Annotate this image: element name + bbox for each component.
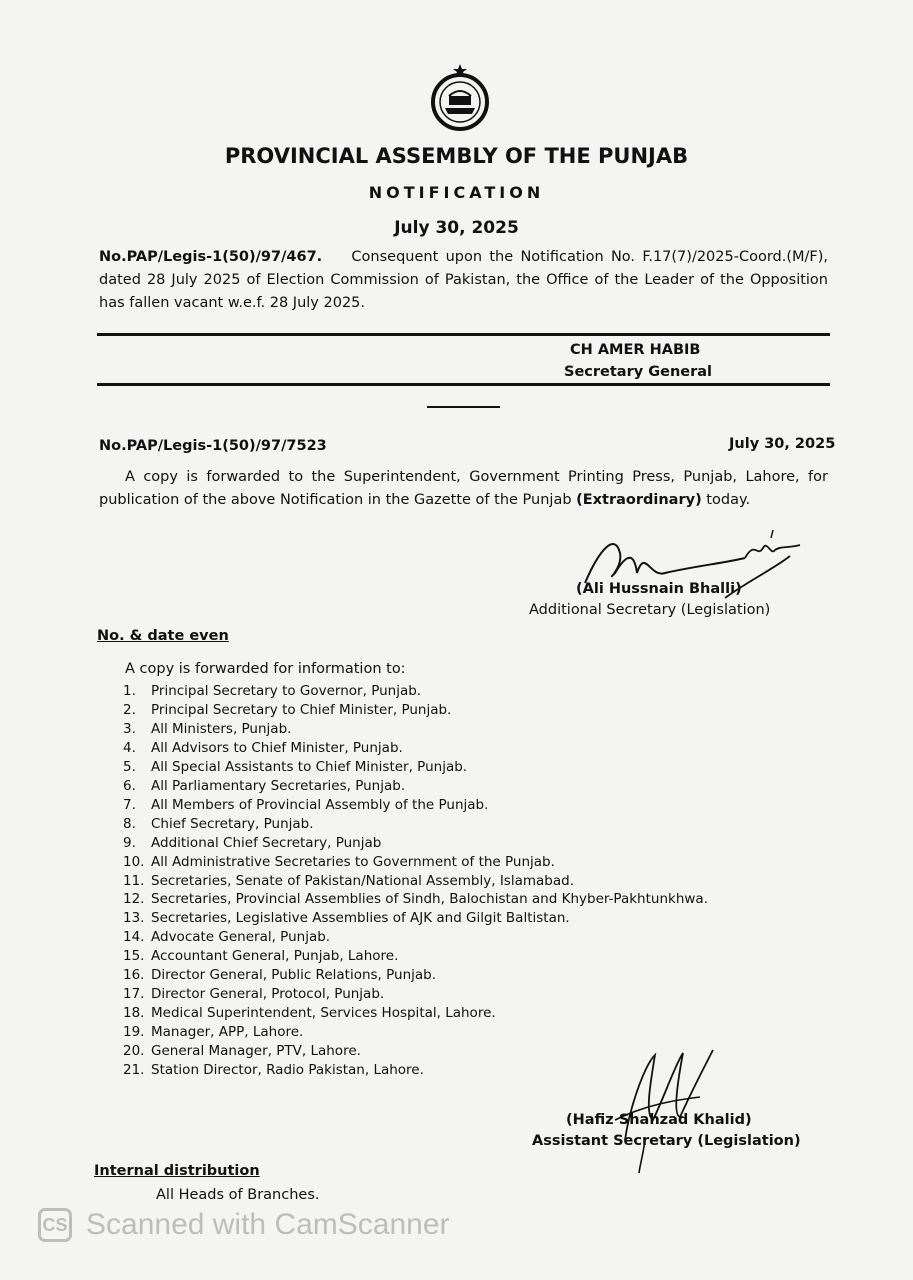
list-item-text: Principal Secretary to Governor, Punjab. [151,683,422,699]
list-item-text: General Manager, PTV, Lahore. [151,1043,361,1060]
list-item-text: Station Director, Radio Pakistan, Lahore. [151,1062,424,1079]
list-item-text: All Administrative Secretaries to Government of the Punjab. [151,853,555,870]
list-item [123,1004,708,1023]
list-item-number: 8. [123,815,136,832]
signatory2-title: Additional Secretary (Legislation) [529,602,771,618]
signatory1-name: CH AMER HABIB [570,342,701,358]
notification-ref-no: No.PAP/Legis-1(50)/97/467. [99,249,323,265]
list-item-text: All Members of Provincial Assembly of the Punjab. [151,796,489,813]
internal-distribution-text: All Heads of Branches. [156,1187,320,1203]
list-item [123,777,708,796]
list-item-text: All Special Assistants to Chief Minister, Punjab. [151,758,468,775]
list-item [123,834,708,853]
list-item-text: All Ministers, Punjab. [151,720,292,737]
list-item-number: 16. [123,967,145,984]
camscanner-text: Scanned with CamScanner [86,1208,450,1241]
notification-date: July 30, 2025 [394,218,519,238]
list-item [123,758,708,777]
list-item [123,815,708,834]
list-item-number: 12. [123,891,145,908]
list-item-number: 20. [123,1043,145,1060]
list-item [123,947,708,966]
list-item-number: 14. [123,929,145,946]
list-item-number: 3. [123,720,136,737]
list-item-number: 6. [123,777,136,794]
list-item-text: Secretaries, Provincial Assemblies of Sindh, Balochistan and Khyber-Pakhtunkhwa. [151,891,709,908]
list-item-text: All Parliamentary Secretaries, Punjab. [151,777,406,794]
list-item-number: 13. [123,910,145,927]
assembly-emblem-icon [425,62,495,132]
assembly-title: PROVINCIAL ASSEMBLY OF THE PUNJAB [224,144,689,168]
list-item-text: All Advisors to Chief Minister, Punjab. [151,739,403,756]
internal-distribution-heading: Internal distribution [94,1163,260,1179]
list-item-text: Principal Secretary to Chief Minister, Punjab. [151,701,452,718]
list-item [123,966,708,985]
forwarding-body-end: today. [701,492,751,508]
list-item [123,928,708,947]
camscanner-logo: CS [38,1208,72,1242]
list-item-text: Additional Chief Secretary, Punjab [151,834,382,851]
list-item [123,853,708,872]
forwarding-paragraph [99,466,828,512]
list-item [123,1023,708,1042]
list-item [123,890,708,909]
list-item-text: Manager, APP, Lahore. [151,1024,304,1041]
forwarding-body-start: A copy is forwarded to the Superintendent, Government Printing Press, Punjab, Lahore, for publication of the above Notification in the Gazette of the Punjab [99,469,828,508]
list-item-text: Secretaries, Senate of Pakistan/National Assembly, Islamabad. [151,872,574,889]
list-item-number: 1. [123,683,136,699]
list-item-text: Accountant General, Punjab, Lahore. [151,948,399,965]
list-item-text: Medical Superintendent, Services Hospital, Lahore. [151,1005,496,1022]
list-item-number: 7. [123,796,136,813]
camscanner-watermark [38,1208,450,1242]
list-item-number: 10. [123,853,145,870]
list-item [123,796,708,815]
list-item-text: Secretaries, Legislative Assemblies of AJK and Gilgit Baltistan. [151,910,570,927]
list-item [123,720,708,739]
signatory1-title: Secretary General [564,364,713,380]
list-item-number: 4. [123,739,136,756]
forwarding-ref-no: No.PAP/Legis-1(50)/97/7523 [99,438,327,454]
signatory2-name: (Ali Hussnain Bhalli) [576,581,742,597]
list-item-text: Chief Secretary, Punjab. [151,815,314,832]
list-item-number: 15. [123,948,145,965]
distribution-heading: No. & date even [97,628,229,644]
list-item-number: 21. [123,1062,145,1079]
divider-line [97,333,830,336]
distribution-list [123,682,708,1080]
notification-paragraph [99,246,828,315]
list-item-number: 18. [123,1005,145,1022]
list-item-number: 17. [123,986,145,1003]
list-item-number: 2. [123,701,136,718]
forwarding-date: July 30, 2025 [729,436,836,452]
forwarding-body-bold: (Extraordinary) [576,492,702,508]
list-item-number: 5. [123,758,136,775]
short-divider [427,406,500,408]
list-item [123,682,708,701]
list-item [123,872,708,891]
signatory3-name: (Hafiz Shahzad Khalid) [566,1112,752,1128]
list-item-text: Director General, Public Relations, Punjab. [151,967,437,984]
list-item-text: Advocate General, Punjab. [151,929,331,946]
divider-line [97,383,830,386]
list-item [123,701,708,720]
list-item-number: 11. [123,872,145,889]
document-type: NOTIFICATION [368,183,545,202]
list-item [123,985,708,1004]
list-item-number: 9. [123,834,136,851]
notification-body: Consequent upon the Notification No. F.17(7)/2025-Coord.(M/F), dated 28 July 2025 of Election Commission of Pakistan, the Office of the Leader of the Opposition has fallen vacant w.e.f. 28 July 2025. [99,249,829,311]
distribution-intro: A copy is forwarded for information to: [125,661,406,677]
list-item-text: Director General, Protocol, Punjab. [151,986,385,1003]
list-item [123,909,708,928]
list-item [123,739,708,758]
list-item-number: 19. [123,1024,145,1041]
signatory3-title: Assistant Secretary (Legislation) [532,1133,801,1149]
signature-2-icon [595,1045,735,1175]
